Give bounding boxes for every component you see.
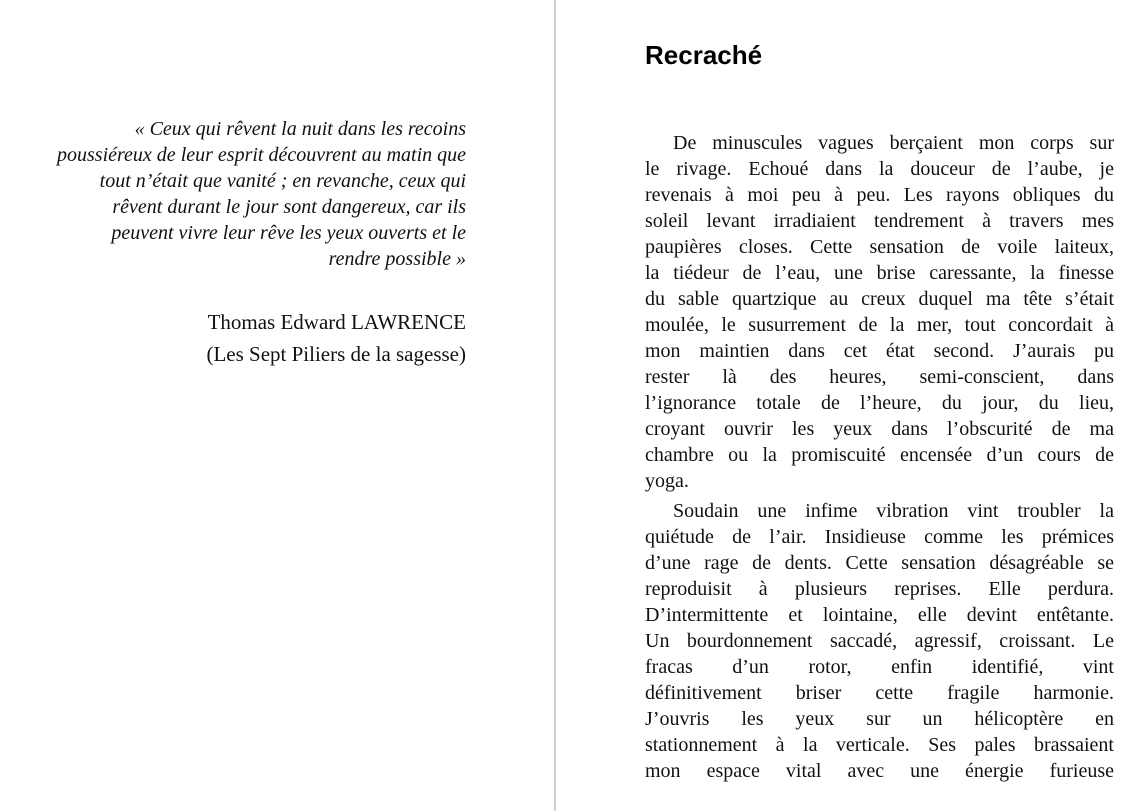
epigraph-quote-line: poussiéreux de leur esprit découvrent au matin que [57, 144, 466, 166]
text-line: définitivement briser cette fragile harmonie. [645, 682, 1114, 704]
text-line: d’une rage de dents. Cette sensation désagréable se [645, 552, 1114, 574]
chapter-title: Recraché [645, 40, 763, 70]
text-line: quiétude de l’air. Insidieuse comme les prémices [645, 526, 1114, 548]
text-line: yoga. [645, 470, 689, 492]
text-line: revenais à moi peu à peu. Les rayons obliques du [645, 184, 1114, 206]
epigraph-author: Thomas Edward LAWRENCE [207, 310, 466, 334]
paragraph-1 [645, 130, 1114, 494]
text-line: stationnement à la verticale. Ses pales brassaient [645, 734, 1114, 756]
epigraph-quote-line: tout n’était que vanité ; en revanche, ceux qui [99, 170, 466, 192]
text-line: croyant ouvrir les yeux dans l’obscurité de ma [645, 418, 1114, 440]
text-line: De minuscules vagues berçaient mon corps sur [673, 132, 1114, 154]
text-line: reproduisit à plusieurs reprises. Elle perdura. [645, 578, 1114, 600]
epigraph-quote-line: « Ceux qui rêvent la nuit dans les recoins [134, 118, 466, 140]
text-line: du sable quartzique au creux duquel ma tête s’était [645, 288, 1114, 310]
text-line: Soudain une infime vibration vint troubler la [673, 500, 1114, 522]
epigraph-quote-line: peuvent vivre leur rêve les yeux ouverts et le [111, 222, 466, 244]
text-line: J’ouvris les yeux sur un hélicoptère en [645, 708, 1114, 730]
text-line: D’intermittente et lointaine, elle devint entêtante. [645, 604, 1114, 626]
text-line: mon espace vital avec une énergie furieuse [645, 760, 1114, 782]
text-line: le rivage. Echoué dans la douceur de l’aube, je [645, 158, 1114, 180]
epigraph-attribution [0, 306, 466, 370]
right-page [556, 0, 1144, 811]
epigraph-quote-line: rendre possible » [328, 248, 466, 270]
text-line: rester là des heures, semi-conscient, dans [645, 366, 1114, 388]
text-line: la tiédeur de l’eau, une brise caressante, la finesse [645, 262, 1114, 284]
text-line: chambre ou la promiscuité encensée d’un cours de [645, 444, 1114, 466]
epigraph [0, 116, 466, 370]
text-line: l’ignorance totale de l’heure, du jour, du lieu, [645, 392, 1114, 414]
text-line: soleil levant irradiaient tendrement à travers mes [645, 210, 1114, 232]
epigraph-quote-line: rêvent durant le jour sont dangereux, car ils [112, 196, 466, 218]
epigraph-quote [0, 116, 466, 272]
left-page [0, 0, 554, 811]
text-line: mon maintien dans cet état second. J’aurais pu [645, 340, 1114, 362]
chapter-body [645, 130, 1114, 788]
text-line: moulée, le susurrement de la mer, tout concordait à [645, 314, 1114, 336]
paragraph-2 [645, 498, 1114, 784]
text-line: Un bourdonnement saccadé, agressif, croissant. Le [645, 630, 1114, 652]
epigraph-source: (Les Sept Piliers de la sagesse) [206, 342, 466, 366]
text-line: paupières closes. Cette sensation de voile laiteux, [645, 236, 1114, 258]
text-line: fracas d’un rotor, enfin identifié, vint [645, 656, 1114, 678]
